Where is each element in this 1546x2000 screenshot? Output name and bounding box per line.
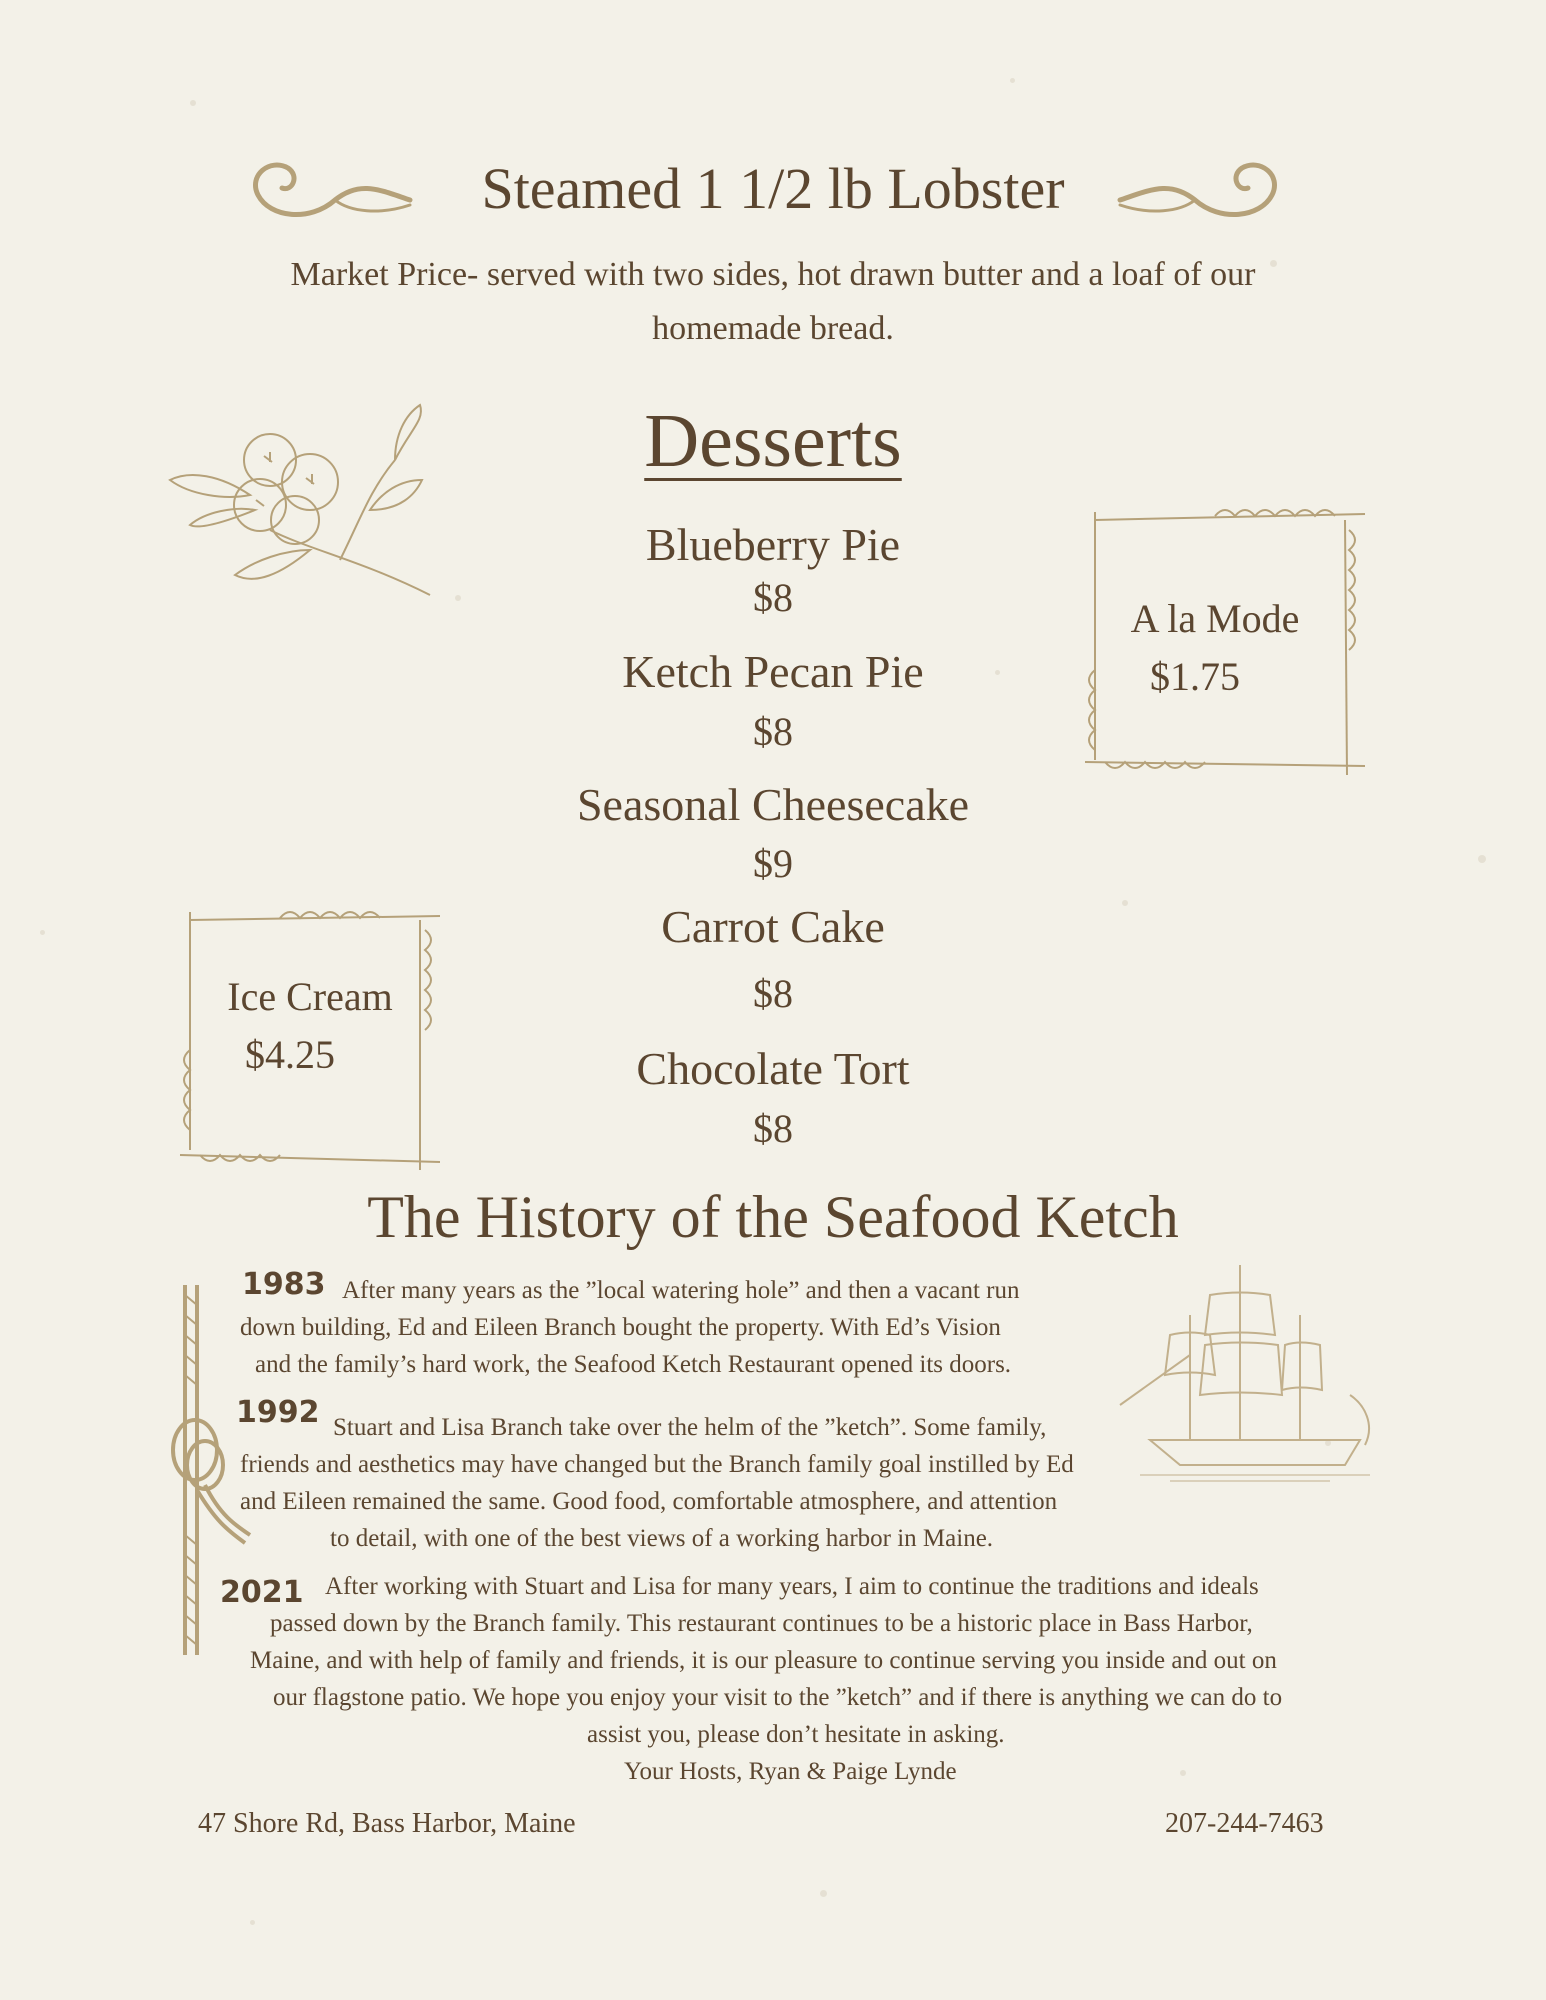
ice-cream-box — [195, 968, 425, 1084]
history-line: and Eileen remained the same. Good food, comfortable atmosphere, and attention — [240, 1488, 1058, 1515]
history-entry-1983 — [200, 1272, 1200, 1383]
footer-address: 47 Shore Rd, Bass Harbor, Maine — [198, 1808, 576, 1839]
dessert-name: Carrot Cake — [661, 901, 885, 952]
history-line: assist you, please don’t hesitate in asking. — [587, 1721, 1005, 1748]
paper-speck — [820, 1890, 827, 1897]
history-line: After many years as the ”local watering hole” and then a vacant run — [342, 1277, 1020, 1304]
history-line: passed down by the Branch family. This restaurant continues to be a historic place in Bass Harbor, — [270, 1610, 1253, 1637]
history-line: and the family’s hard work, the Seafood Ketch Restaurant opened its doors. — [255, 1351, 1012, 1378]
ice-cream-price: $4.25 — [245, 1032, 335, 1077]
footer-phone: 207-244-7463 — [1165, 1808, 1324, 1839]
history-year: 2021 — [220, 1575, 304, 1610]
dessert-name: Chocolate Tort — [636, 1043, 910, 1094]
dessert-price: $8 — [753, 709, 793, 754]
lobster-description-line: Market Price- served with two sides, hot drawn butter and a loaf of our — [290, 256, 1256, 293]
history-entry-1992 — [200, 1409, 1200, 1557]
history-line: down building, Ed and Eileen Branch bought the property. With Ed’s Vision — [240, 1314, 1001, 1341]
a-la-mode-label: A la Mode — [1130, 596, 1300, 641]
desserts-title: Desserts — [644, 399, 902, 483]
history-line: Stuart and Lisa Branch take over the helm of the ”ketch”. Some family, — [333, 1414, 1047, 1441]
dessert-price: $9 — [753, 841, 793, 886]
history-year: 1992 — [236, 1395, 320, 1430]
lobster-title: Steamed 1 1/2 lb Lobster — [481, 156, 1065, 221]
dessert-name: Blueberry Pie — [645, 519, 901, 570]
history-line: our flagstone patio. We hope you enjoy your visit to the ”ketch” and if there is anything we can do to — [273, 1684, 1283, 1711]
history-line: After working with Stuart and Lisa for many years, I aim to continue the traditions and ideals — [325, 1573, 1259, 1600]
history-line: to detail, with one of the best views of a working harbor in Maine. — [330, 1525, 994, 1552]
dessert-price: $8 — [753, 1106, 793, 1151]
dessert-price: $8 — [753, 575, 793, 620]
history-title: The History of the Seafood Ketch — [367, 1184, 1179, 1250]
ice-cream-label: Ice Cream — [227, 974, 393, 1019]
paper-speck — [190, 100, 196, 106]
paper-speck — [250, 1920, 255, 1925]
a-la-mode-price: $1.75 — [1150, 654, 1240, 699]
dessert-name: Ketch Pecan Pie — [622, 646, 924, 697]
lobster-description — [200, 248, 1346, 356]
history-line: Maine, and with help of family and friends, it is our pleasure to continue serving you inside and out on — [250, 1647, 1277, 1674]
paper-speck — [1010, 78, 1015, 83]
lobster-description-line: homemade bread. — [652, 310, 894, 347]
history-signature: Your Hosts, Ryan & Paige Lynde — [624, 1758, 957, 1785]
dessert-price: $8 — [753, 971, 793, 1016]
dessert-name: Seasonal Cheesecake — [576, 779, 970, 830]
history-year: 1983 — [242, 1267, 326, 1302]
history-entry-2021 — [200, 1568, 1400, 1790]
history-line: friends and aesthetics may have changed but the Branch family goal instilled by Ed — [240, 1451, 1074, 1478]
a-la-mode-box — [1115, 590, 1315, 706]
